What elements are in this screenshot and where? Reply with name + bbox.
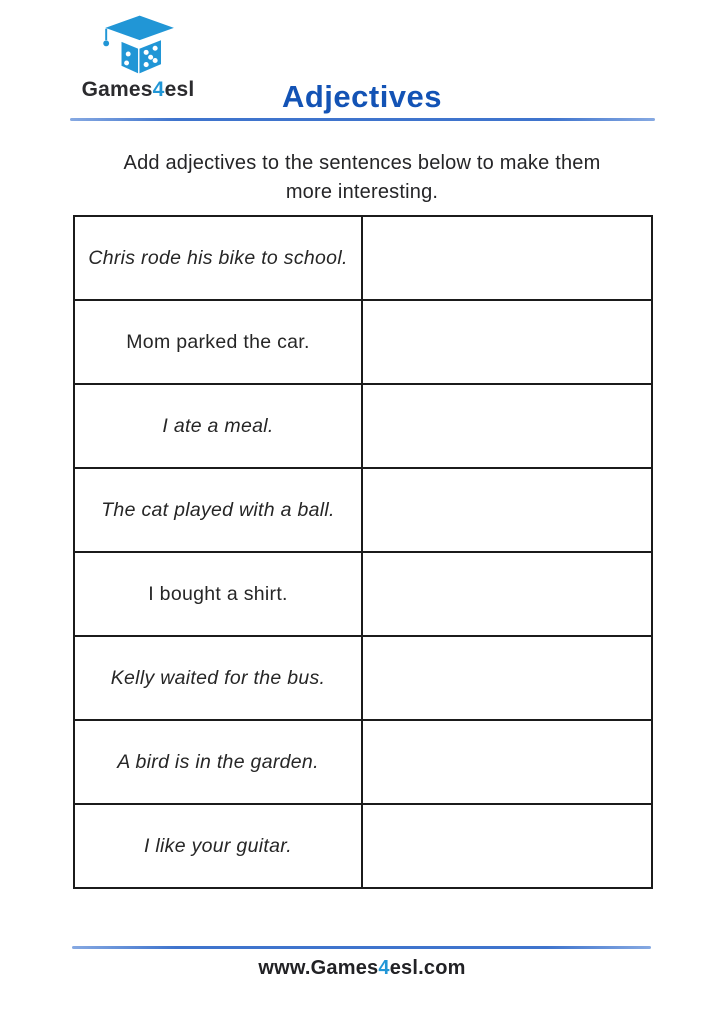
sentence-text: I bought a shirt. [148, 582, 288, 605]
footer-url-prefix: www.Games [258, 957, 379, 979]
instructions-line-1: Add adjectives to the sentences below to make them [123, 152, 601, 174]
sentence-cell [74, 636, 362, 720]
sentence-cell [74, 804, 362, 888]
worksheet-table-body [74, 216, 652, 888]
sentence-cell [74, 300, 362, 384]
table-row [74, 804, 652, 888]
answer-cell [362, 300, 652, 384]
instructions [0, 149, 724, 207]
brand-name-suffix: esl [164, 78, 195, 101]
sentence-cell [74, 552, 362, 636]
sentence-text: A bird is in the garden. [117, 750, 319, 773]
footer-url-suffix: esl.com [389, 957, 466, 979]
sentence-text: Mom parked the car. [126, 330, 310, 353]
answer-cell [362, 720, 652, 804]
table-row [74, 468, 652, 552]
sentence-cell [74, 720, 362, 804]
header-divider [70, 118, 655, 121]
sentence-text: I like your guitar. [143, 834, 293, 857]
worksheet-table-wrap [73, 215, 653, 889]
brand-name-digit: 4 [152, 78, 165, 101]
sentence-text: I ate a meal. [162, 414, 274, 437]
answer-cell [362, 468, 652, 552]
table-row [74, 636, 652, 720]
sentence-text: The cat played with a ball. [101, 498, 335, 521]
table-row [74, 552, 652, 636]
sentence-text: Kelly waited for the bus. [110, 666, 326, 689]
table-row [74, 216, 652, 300]
footer-url [0, 957, 724, 980]
brand-name-prefix: Games [81, 78, 153, 101]
answer-cell [362, 804, 652, 888]
table-row [74, 384, 652, 468]
worksheet-table [73, 215, 653, 889]
sentence-cell [74, 468, 362, 552]
graduation-cap-dice-icon [97, 14, 179, 76]
answer-cell [362, 552, 652, 636]
footer-divider [72, 946, 651, 949]
sentence-text: Chris rode his bike to school. [88, 246, 348, 269]
page-title: Adjectives [281, 79, 443, 114]
instructions-line-2: more interesting. [285, 181, 439, 203]
answer-cell [362, 384, 652, 468]
sentence-cell [74, 216, 362, 300]
sentence-cell [74, 384, 362, 468]
answer-cell [362, 216, 652, 300]
table-row [74, 720, 652, 804]
table-row [74, 300, 652, 384]
answer-cell [362, 636, 652, 720]
footer-url-digit: 4 [378, 957, 390, 979]
